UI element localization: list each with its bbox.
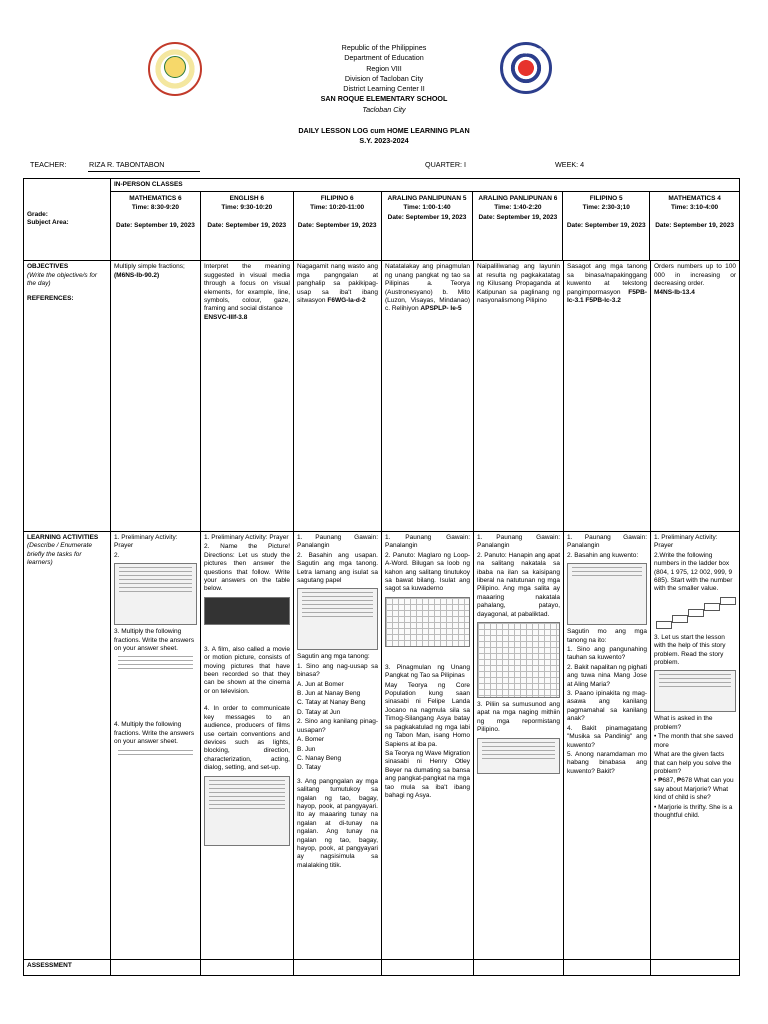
quarter-label: QUARTER: I bbox=[425, 160, 467, 169]
assessment-label: ASSESSMENT bbox=[24, 960, 111, 976]
column-header bbox=[650, 192, 739, 260]
objective-code: (M6NS-Ib-90.2) bbox=[114, 271, 160, 279]
objective-cell: Orders numbers up to 100 000 in increasing or decreasing order. M4NS-Ib-13.4 bbox=[651, 261, 740, 532]
subject-time: Time: 3:10-4:00 bbox=[670, 203, 719, 211]
subject-time: Time: 9:30-10:20 bbox=[221, 203, 273, 211]
column-header bbox=[563, 192, 650, 260]
activity-cell: 1. Preliminary Activity: Prayer 2. Name the Picture! Directions: Let us study the pictures then answer the questions that follow. Write your answers on the table below. 3. A film, also called a movie or motion picture, consists of moving pictures that have been recorded so that they can be shown at the cinema or on television. 4. In order to communicate key messages to an audience, producers of films use certain conventions and devices such as lights, blocking, direction, characterization, acting, dialog, setting, and set-up. bbox=[201, 532, 294, 960]
column-header bbox=[473, 192, 563, 260]
assessment-cell bbox=[474, 960, 564, 976]
teacher-underline bbox=[88, 171, 200, 172]
story-image bbox=[567, 563, 647, 625]
choices-image bbox=[477, 738, 560, 774]
subject-header-row bbox=[111, 192, 739, 260]
objective-code: APSPLP- Ie-5 bbox=[420, 305, 462, 313]
mode-label: IN-PERSON CLASSES bbox=[111, 179, 739, 192]
objective-cell: Natatalakay ang pinagmulan ng unang pangkat ng tao sa Pilipinas a. Teorya (Austronesyano) b. Mito (Luzon, Visayas, Mindanao) c. Relihiyon APSPLP- Ie-5 bbox=[382, 261, 474, 532]
learning-activities-table bbox=[23, 531, 740, 976]
subject-name: FILIPINO 6 bbox=[320, 195, 354, 203]
lesson-log-table bbox=[23, 178, 740, 532]
references-label: REFERENCES: bbox=[27, 294, 74, 302]
city-name: Tacloban City bbox=[362, 104, 406, 114]
column-header bbox=[111, 192, 201, 260]
dialogue-image bbox=[297, 588, 378, 650]
activities-note: (Describe / Enumerate briefly the tasks for learners) bbox=[27, 542, 93, 567]
subject-date: Date: September 19, 2023 bbox=[297, 222, 377, 230]
subject-date: Date: September 19, 2023 bbox=[207, 222, 287, 230]
subject-time: Time: 10:20-11:00 bbox=[310, 203, 365, 211]
objective-cell: Multiply simple fractions; (M6NS-Ib-90.2) bbox=[111, 261, 201, 532]
objectives-label: OBJECTIVES bbox=[27, 263, 69, 271]
column-header bbox=[382, 192, 474, 260]
subject-area-label: Subject Area: bbox=[27, 219, 69, 227]
grade-subject-cell bbox=[24, 179, 111, 261]
assessment-cell bbox=[111, 960, 201, 976]
school-name: SAN ROQUE ELEMENTARY SCHOOL bbox=[320, 94, 448, 104]
word-search-image bbox=[477, 622, 560, 698]
grade-label: Grade: bbox=[27, 211, 48, 218]
subject-name: MATHEMATICS 6 bbox=[129, 195, 182, 203]
objective-cell: Nagagamit nang wasto ang mga pangngalan at panghalip sa pakikipag-usap sa iba't ibang sitwasyon F6WG-Ia-d-2 bbox=[294, 261, 382, 532]
header-line: Division of Tacloban City bbox=[344, 73, 424, 83]
subject-name: FILIPINO 5 bbox=[589, 195, 623, 203]
fraction-problems-image bbox=[114, 750, 197, 790]
film-picture-image bbox=[204, 597, 290, 625]
assessment-cell bbox=[294, 960, 382, 976]
worksheet-image bbox=[114, 563, 197, 625]
teacher-label: TEACHER: bbox=[30, 160, 67, 169]
activity-cell: 1. Paunang Gawain: Panalangin 2. Basahin ang usapan. Sagutin ang mga tanong. Letra lamang ang isulat sa sagutang papel Sagutin ang mga tanong: 1. Sino ang nag-uusap sa binasa? A. Jun at Bomer B. Jun at Nanay Beng C. Tatay at Nanay Beng D. Tatay at Jun 2. Sino ang kanilang pinag-uusapan? A. Bomer B. Jun C. Nanay Beng D. Tatay 3. Ang pangngalan ay mga salitang tumutukoy sa ngalan ng tao, bagay, hayop, pook, at pangyayari. Ito ay maaaring tunay na ngalan at di-tunay na ngalan. Ang tunay na ngalan ng tao, bagay, hayop, pook, at pangyayari ay nagsisimula sa malalaking titik. bbox=[294, 532, 382, 960]
story-problem-image bbox=[654, 670, 736, 712]
activity-cell: 1. Paunang Gawain: Panalangin 2. Basahin ang kuwento: Sagutin mo ang mga tanong na ito: 1. Sino ang pangunahing tauhan sa kuwento? 2. Bakit napalitan ng pighati ang tuwa nina Mang Jose at Aling Maria? 3. Paano ipinakita ng mag-asawa ang kanilang pagmamahal sa kanilang anak? 4. Bakit pinamagatang "Musika sa Pandinig" ang kuwento? 5. Anong naramdaman mo habang binabasa ang kuwento? Bakit? bbox=[564, 532, 651, 960]
subject-name: ENGLISH 6 bbox=[229, 195, 264, 203]
objectives-note: (Write the objective/s for the day) bbox=[27, 271, 98, 288]
header-line: Republic of the Philippines bbox=[341, 43, 427, 52]
column-header bbox=[294, 192, 382, 260]
objective-cell: Sasagot ang mga tanong sa binasa/napakinggang kuwento at tekstong pangimpormasyon F5PB-Ic-3.1 F5PB-Ic-3.2 bbox=[564, 261, 651, 532]
activity-cell: 1. Preliminary Activity: Prayer 2.Write the following numbers in the ladder box (804, 1 975, 12 002, 999, 9 685). Start with the number with the smaller value. 3. Let us start the lesson with the help of this story problem. Read the story problem. What is asked in the problem? • The month that she saved more What are the given facts that can help you solve the problem? • ₱687, ₱678 What can you say about Marjorie? What kind of child is she? • Marjorie is thrifty. She is a thoughtful child. bbox=[651, 532, 740, 960]
header-line: Department of Education bbox=[344, 53, 424, 63]
assessment-cell bbox=[201, 960, 294, 976]
teacher-name: RIZA R. TABONTABON bbox=[89, 160, 165, 169]
week-label: WEEK: 4 bbox=[555, 160, 585, 169]
assessment-cell bbox=[382, 960, 474, 976]
objective-cell: Naipaliliwanag ang layunin at resulta ng pagkakatatag ng Kilusang Propaganda at Katipunan sa paglinang ng nasyonalismong Pilipino bbox=[474, 261, 564, 532]
header-line: District Learning Center II bbox=[343, 84, 425, 94]
objectives-label-cell bbox=[24, 261, 111, 532]
subject-name: MATHEMATICS 4 bbox=[668, 195, 721, 203]
subject-date: Date: September 19, 2023 bbox=[387, 214, 467, 222]
subject-date: Date: September 19, 2023 bbox=[116, 222, 195, 230]
document-header bbox=[0, 43, 768, 147]
objective-code: ENSVC-IIIf-3.8 bbox=[204, 313, 248, 321]
activity-cell: 1. Paunang Gawain: Panalangin 2. Panuto: Hanapin ang apat na salitang nakatala sa ibaba na ilan sa kaisipang liberal na natutunan ng mga Pilipino. Ang mga salita ay maaaring nakatala pahalang, patayo, dayagonal, at pabaliktad. 3. Piliin sa sumusunod ang apat na mga naging mithiin ng mga repormistang Pilipino. bbox=[474, 532, 564, 960]
column-header bbox=[201, 192, 294, 260]
activities-label: LEARNING ACTIVITIES bbox=[27, 534, 99, 541]
subject-date: Date: September 19, 2023 bbox=[655, 222, 734, 230]
subject-name: ARALING PANLIPUNAN 5 bbox=[387, 195, 467, 203]
objective-code: M4NS-Ib-13.4 bbox=[654, 288, 695, 296]
objective-cell: Interpret the meaning suggested in visual media through a focus on visual elements, for example, line, symbols, colour, gaze, framing and social distance ENSVC-IIIf-3.8 bbox=[201, 261, 294, 532]
subject-date: Date: September 19, 2023 bbox=[566, 222, 646, 230]
subject-time: Time: 8:30-9:20 bbox=[131, 203, 180, 211]
fraction-problems-image bbox=[114, 656, 197, 718]
film-conventions-table-image bbox=[204, 776, 290, 846]
ladder-box-image bbox=[654, 597, 736, 631]
assessment-cell bbox=[651, 960, 740, 976]
subject-name: ARALING PANLIPUNAN 6 bbox=[478, 195, 558, 203]
activity-cell: 1. Preliminary Activity: Prayer 2. 3. Multiply the following fractions. Write the answers on your answer sheet. 4. Multiply the following fractions. Write the answers on your answer sheet. bbox=[111, 532, 201, 960]
subject-time: Time: 1:40-2:20 bbox=[494, 203, 542, 211]
deped-seal-logo: KAGAWARAN NG EDUKASYON bbox=[500, 42, 552, 94]
subject-time: Time: 1:00-1:40 bbox=[403, 203, 451, 211]
school-year: S.Y. 2023-2024 bbox=[359, 136, 409, 146]
objective-code: F6WG-Ia-d-2 bbox=[327, 297, 366, 305]
subject-date: Date: September 19, 2023 bbox=[478, 214, 558, 222]
subject-time: Time: 2:30-3;10 bbox=[582, 203, 630, 211]
loop-a-word-image bbox=[385, 597, 470, 647]
header-line: Region VIII bbox=[366, 63, 402, 73]
log-title: DAILY LESSON LOG cum HOME LEARNING PLAN bbox=[298, 126, 470, 136]
objective-code: F5PB-Ic-3.1 F5PB-Ic-3.2 bbox=[567, 288, 647, 305]
activities-label-cell bbox=[24, 532, 111, 960]
activity-cell: 1. Paunang Gawain: Panalangin 2. Panuto: Maglaro ng Loop-A-Word. Bilugan sa loob ng kahon ang salitang tinutukoy sa bawat bilang. Isulat ang sagot sa kuwaderno 3. Pinagmulan ng Unang Pangkat ng Tao sa Pilipinas May Teorya ng Core Population kung saan sinasabi ni Felipe Landa Jocano na nagmula sila sa Timog-Silangang Asya batay sa pagkakatulad ng mga labi ng Tabon Man, isang Homo Sapiens at iba pa. Sa Teorya ng Wave Migration sinasabi ni Henry Otley Beyer na dumating sa bansa ang pangkat-pangkat na mga tao mula sa iba't ibang bahagi ng Asya. bbox=[382, 532, 474, 960]
assessment-cell bbox=[564, 960, 651, 976]
